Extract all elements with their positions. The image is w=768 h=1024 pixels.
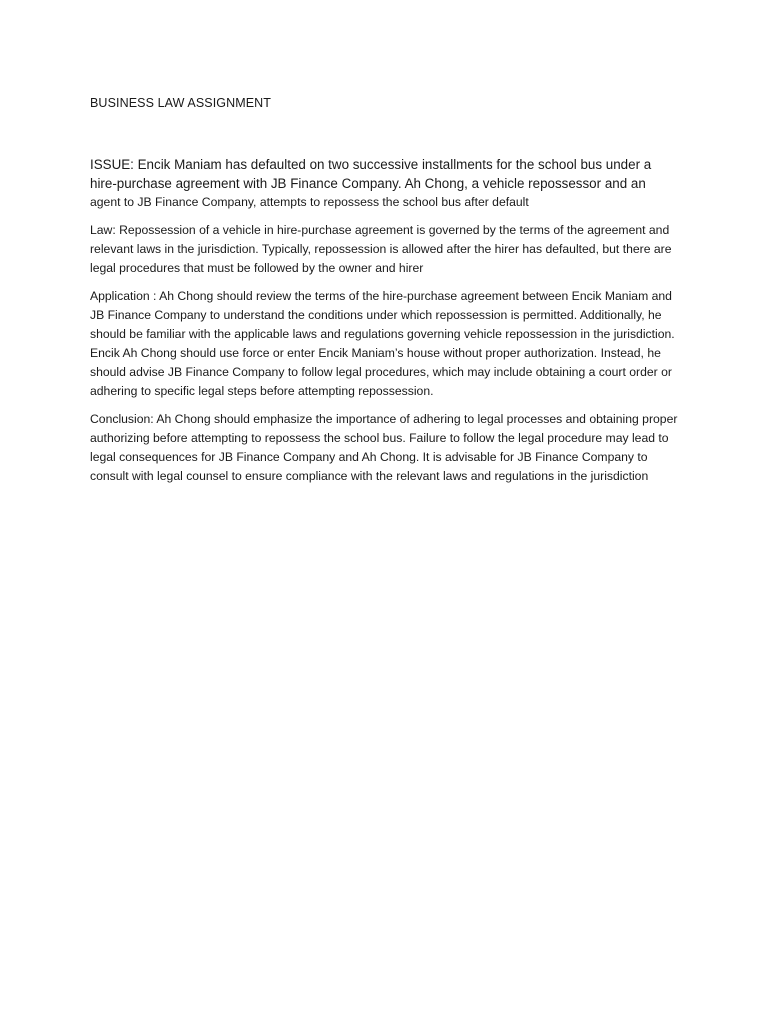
conclusion-paragraph: Conclusion: Ah Chong should emphasize the importance of adhering to legal processes and obtaining proper authorizing before attempting to repossess the school bus. Failure to follow the legal procedure may lead to legal consequences for JB Finance Company and Ah Chong. It is advisable for JB Finance Company to consult with legal counsel to ensure compliance with the relevant laws and regulations in the jurisdiction — [90, 412, 678, 483]
issue-line-1: ISSUE: Encik Maniam has defaulted on two successive installments for the school bus under a — [90, 157, 652, 172]
issue-line-2: hire-purchase agreement with JB Finance Company. Ah Chong, a vehicle repossessor and an — [90, 176, 646, 191]
law-paragraph: Law: Repossession of a vehicle in hire-purchase agreement is governed by the terms of the agreement and relevant laws in the jurisdiction. Typically, repossession is allowed after the hirer has defaulted, but there are legal procedures that must be followed by the owner and hirer — [90, 223, 672, 275]
document-body — [90, 155, 680, 495]
application-paragraph: Application : Ah Chong should review the terms of the hire-purchase agreement between Encik Maniam and JB Finance Company to understand the conditions under which repossession is permitted. Additionally, he should be familiar with the applicable laws and regulations governing vehicle repossession in the jurisdiction. Encik Ah Chong should use force or enter Encik Maniam’s house without proper authorization. Instead, he should advise JB Finance Company to follow legal procedures, which may include obtaining a court order or adhering to specific legal steps before attempting repossession. — [90, 289, 675, 398]
issue-paragraph — [90, 155, 680, 212]
document-title: BUSINESS LAW ASSIGNMENT — [90, 96, 272, 110]
issue-line-3: agent to JB Finance Company, attempts to repossess the school bus after default — [90, 195, 529, 209]
